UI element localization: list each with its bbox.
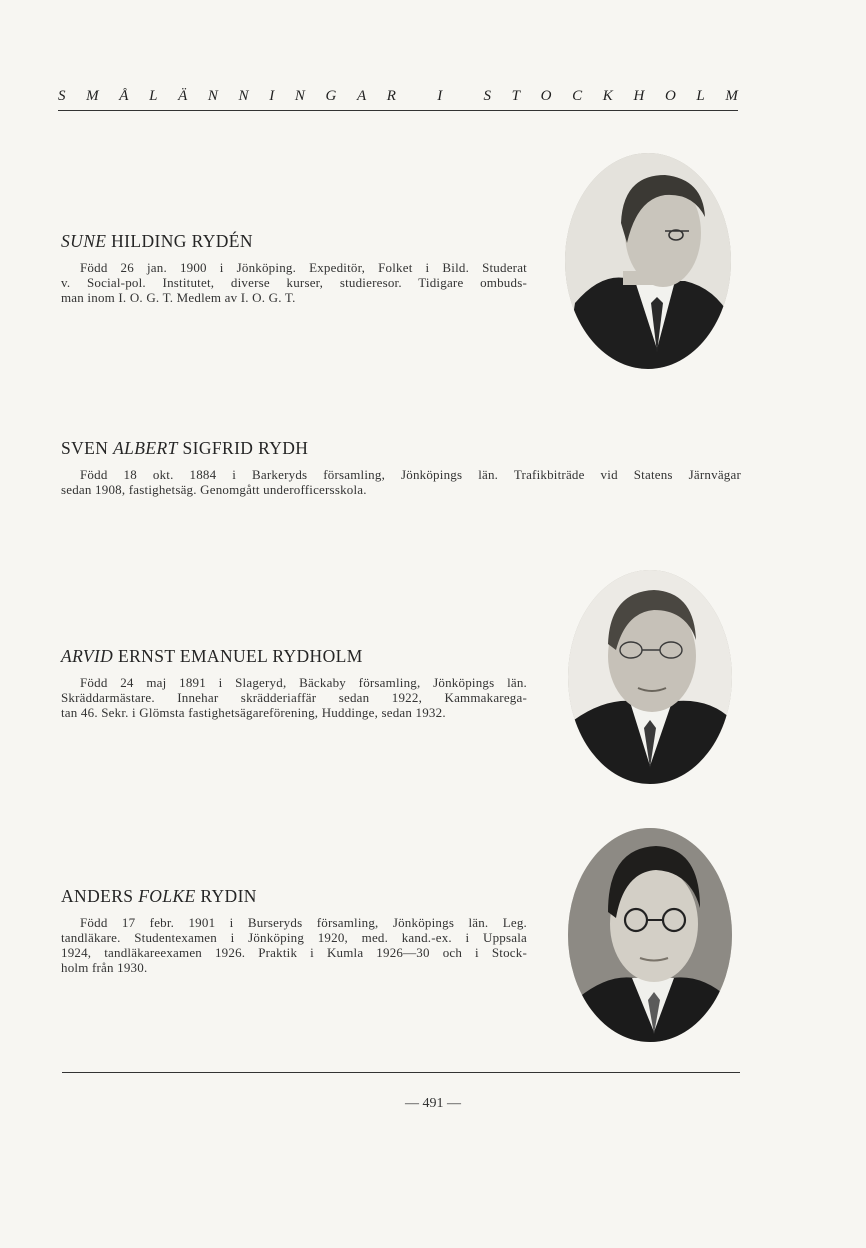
running-head-letter: S [58, 88, 66, 104]
bio-line: holm från 1930. [61, 960, 148, 975]
running-head-letter: Å [119, 88, 129, 104]
running-head-letter: O [540, 88, 552, 104]
name-prefix: ANDERS [61, 886, 139, 906]
name-prefix: SVEN [61, 438, 114, 458]
given-name-italic: FOLKE [138, 886, 196, 906]
entry-sven-rydh [61, 438, 741, 497]
running-head-letter: O [664, 88, 676, 104]
running-head-letter: N [238, 88, 249, 104]
entry-biography [61, 915, 527, 975]
page-number: — 491 — [405, 1096, 461, 1111]
running-head-letter: N [294, 88, 305, 104]
running-head-letter: C [572, 88, 583, 104]
running-head-letter: S [483, 88, 492, 104]
running-head-letter: N [207, 88, 218, 104]
running-head-letter: T [511, 88, 521, 104]
portrait-photo-arvid-rydholm [568, 570, 732, 784]
footer-rule [62, 1072, 740, 1073]
running-head-letter: A [356, 88, 367, 104]
name-rest: ERNST EMANUEL RYDHOLM [113, 646, 363, 666]
entry-name [61, 886, 527, 907]
running-head-letter: I [269, 88, 275, 104]
running-head-letter: H [633, 88, 645, 104]
bio-line: tandläkare. Studentexamen i Jönköping 1920, med. kand.-ex. i Uppsala [61, 930, 527, 945]
running-head-letter: K [602, 88, 613, 104]
running-head-letter: L [696, 88, 705, 104]
entry-anders-rydin [61, 886, 527, 975]
running-head-letter: Ä [178, 88, 188, 104]
entry-arvid-rydholm [61, 646, 527, 720]
entry-name [61, 231, 527, 252]
entry-biography [61, 675, 527, 720]
bio-line: sedan 1908, fastighetsäg. Genomgått underofficersskola. [61, 482, 367, 497]
bio-line: v. Social-pol. Institutet, diverse kurser, studieresor. Tidigare ombuds- [61, 275, 527, 290]
bio-line: Född 24 maj 1891 i Slageryd, Bäckaby församling, Jönköpings län. [80, 675, 527, 690]
running-head [58, 88, 738, 105]
running-head-letter: I [437, 88, 443, 104]
name-rest: RYDIN [195, 886, 257, 906]
running-head-letter: R [386, 88, 396, 104]
bio-line: Född 17 febr. 1901 i Burseryds församling, Jönköpings län. Leg. [80, 915, 527, 930]
bio-line: tan 46. Sekr. i Glömsta fastighetsägareförening, Huddinge, sedan 1932. [61, 705, 446, 720]
running-head-letter: G [325, 88, 337, 104]
given-name-italic: ARVID [61, 646, 114, 666]
entry-name [61, 646, 527, 667]
bio-line: man inom I. O. G. T. Medlem av I. O. G. T. [61, 290, 296, 305]
bio-line: Född 26 jan. 1900 i Jönköping. Expeditör, Folket i Bild. Studerat [80, 260, 527, 275]
header-rule [58, 110, 738, 111]
name-rest: HILDING RYDÉN [106, 231, 253, 251]
portrait-photo-anders-rydin [568, 828, 732, 1042]
entry-sune-ryden [61, 231, 527, 305]
name-rest: SIGFRID RYDH [177, 438, 309, 458]
running-head-letter: M [86, 88, 99, 104]
bio-line: Skräddarmästare. Innehar skrädderiaffär sedan 1922, Kammakarega- [61, 690, 527, 705]
portrait-photo-sune-ryden [565, 153, 731, 369]
given-name-italic: ALBERT [113, 438, 178, 458]
entry-name [61, 438, 741, 459]
running-head-letter: L [149, 88, 158, 104]
given-name-italic: SUNE [61, 231, 107, 251]
entry-biography [61, 260, 527, 305]
bio-line: 1924, tandläkareexamen 1926. Praktik i Kumla 1926—30 och i Stock- [61, 945, 527, 960]
bio-line: Född 18 okt. 1884 i Barkeryds församling, Jönköpings län. Trafikbiträde vid Statens Järnvägar [80, 467, 741, 482]
entry-biography [61, 467, 741, 497]
running-head-letter: M [725, 88, 738, 104]
